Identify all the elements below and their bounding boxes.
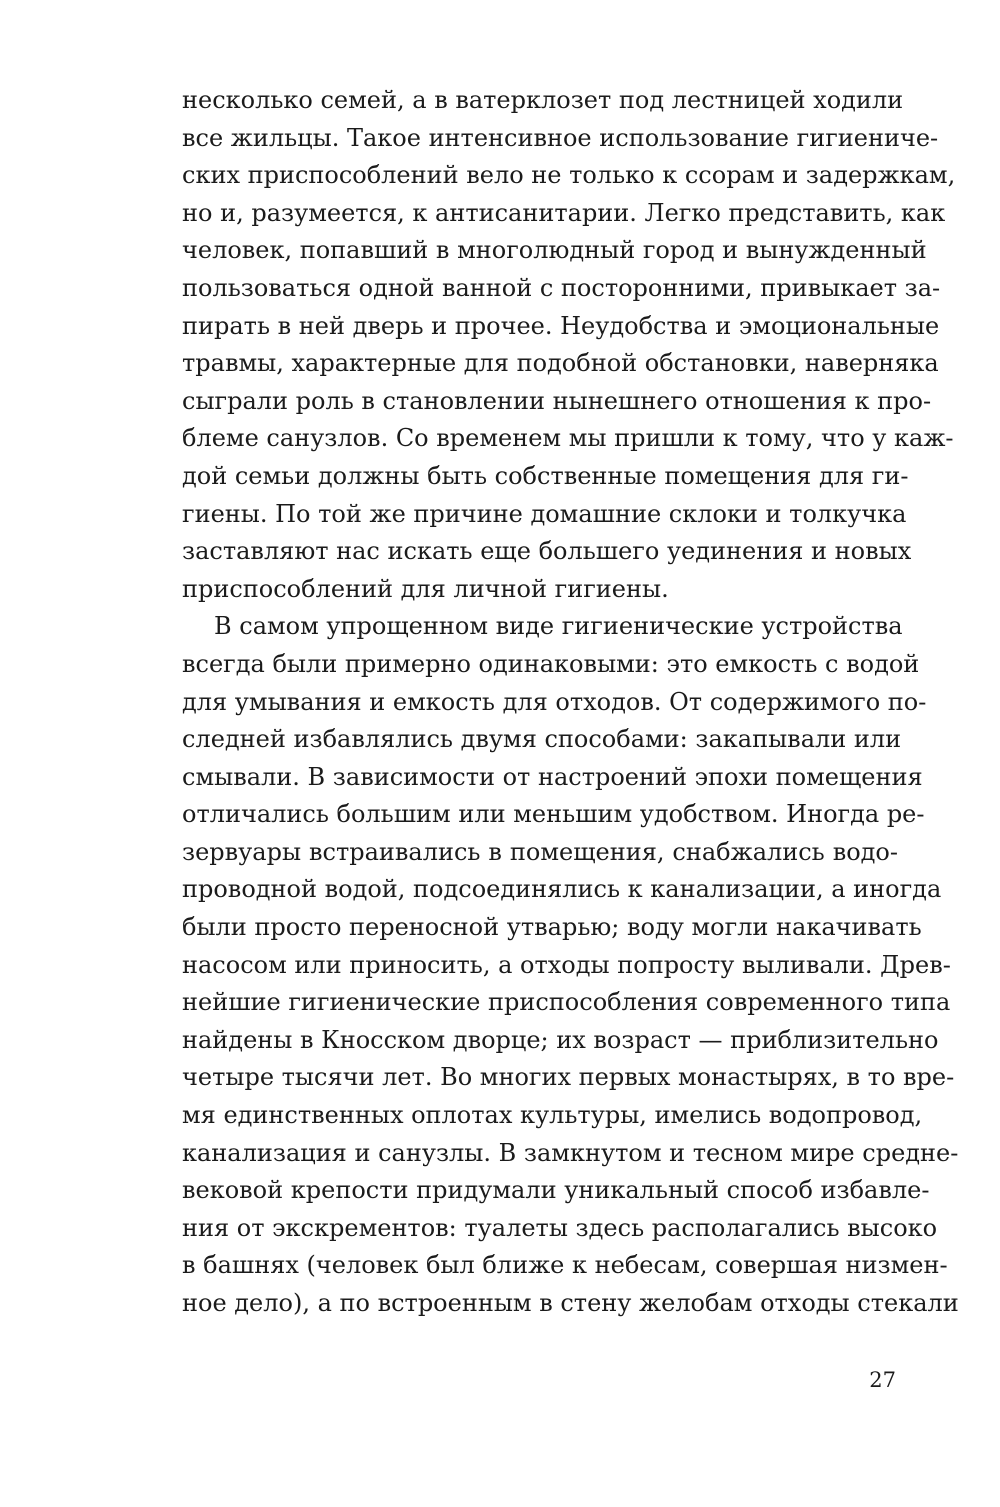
text-line: дой семьи должны быть собственные помещения для ги- <box>182 461 909 490</box>
text-line: были просто переносной утварью; воду могли накачивать <box>182 913 922 942</box>
body-text <box>182 82 959 1323</box>
text-line: зервуары встраивались в помещения, снабжались водо- <box>182 837 898 866</box>
text-line: вековой крепости придумали уникальный способ избавле- <box>182 1176 930 1205</box>
text-line: канализация и санузлы. В замкнутом и тесном мире средне- <box>182 1138 959 1167</box>
text-line: ное дело), а по встроенным в стену желобам отходы стекали <box>182 1289 959 1317</box>
text-line: травмы, характерные для подобной обстановки, наверняка <box>182 349 939 378</box>
text-line: человек, попавший в многолюдный город и вынужденный <box>182 236 927 265</box>
text-line: заставляют нас искать еще большего уединения и новых <box>182 537 912 566</box>
paragraph-start-line: В самом упрощенном виде гигиенические устройства <box>214 612 903 641</box>
text-line: но и, разумеется, к антисанитарии. Легко представить, как <box>182 198 946 227</box>
text-line: ских приспособлений вело не только к ссорам и задержкам, <box>182 161 956 190</box>
text-line: проводной водой, подсоединялись к канализации, а иногда <box>182 875 942 904</box>
text-line: нейшие гигиенические приспособления современного типа <box>182 988 951 1017</box>
text-line: в башнях (человек был ближе к небесам, совершая низмен- <box>182 1251 948 1280</box>
paragraph-end-line: приспособлений для личной гигиены. <box>182 574 669 603</box>
text-line: все жильцы. Такое интенсивное использование гигиениче- <box>182 123 939 152</box>
text-line: ния от экскрементов: туалеты здесь располагались высоко <box>182 1213 938 1242</box>
text-line: блеме санузлов. Со временем мы пришли к тому, что у каж- <box>182 424 954 453</box>
text-line: всегда были примерно одинаковыми: это емкость с водой <box>182 649 920 678</box>
text-line: смывали. В зависимости от настроений эпохи помещения <box>182 762 923 791</box>
text-line: пирать в ней дверь и прочее. Неудобства и эмоциональные <box>182 311 940 340</box>
text-line: найдены в Кносском дворце; их возраст — приблизительно <box>182 1025 939 1054</box>
text-line: четыре тысячи лет. Во многих первых монастырях, в то вре- <box>182 1063 955 1092</box>
page-number: 27 <box>869 1368 896 1392</box>
text-line: гиены. По той же причине домашние склоки и толкучка <box>182 499 907 528</box>
text-line: насосом или приносить, а отходы попросту выливали. Древ- <box>182 950 951 979</box>
text-line: отличались большим или меньшим удобством. Иногда ре- <box>182 800 925 829</box>
text-line: пользоваться одной ванной с посторонними, привыкает за- <box>182 273 941 302</box>
text-line: несколько семей, а в ватерклозет под лестницей ходили <box>182 86 904 114</box>
text-line: мя единственных оплотах культуры, имелись водопровод, <box>182 1101 923 1130</box>
text-line: следней избавлялись двумя способами: закапывали или <box>182 725 902 754</box>
text-line: сыграли роль в становлении нынешнего отношения к про- <box>182 386 932 415</box>
text-line: для умывания и емкость для отходов. От содержимого по- <box>182 687 927 716</box>
